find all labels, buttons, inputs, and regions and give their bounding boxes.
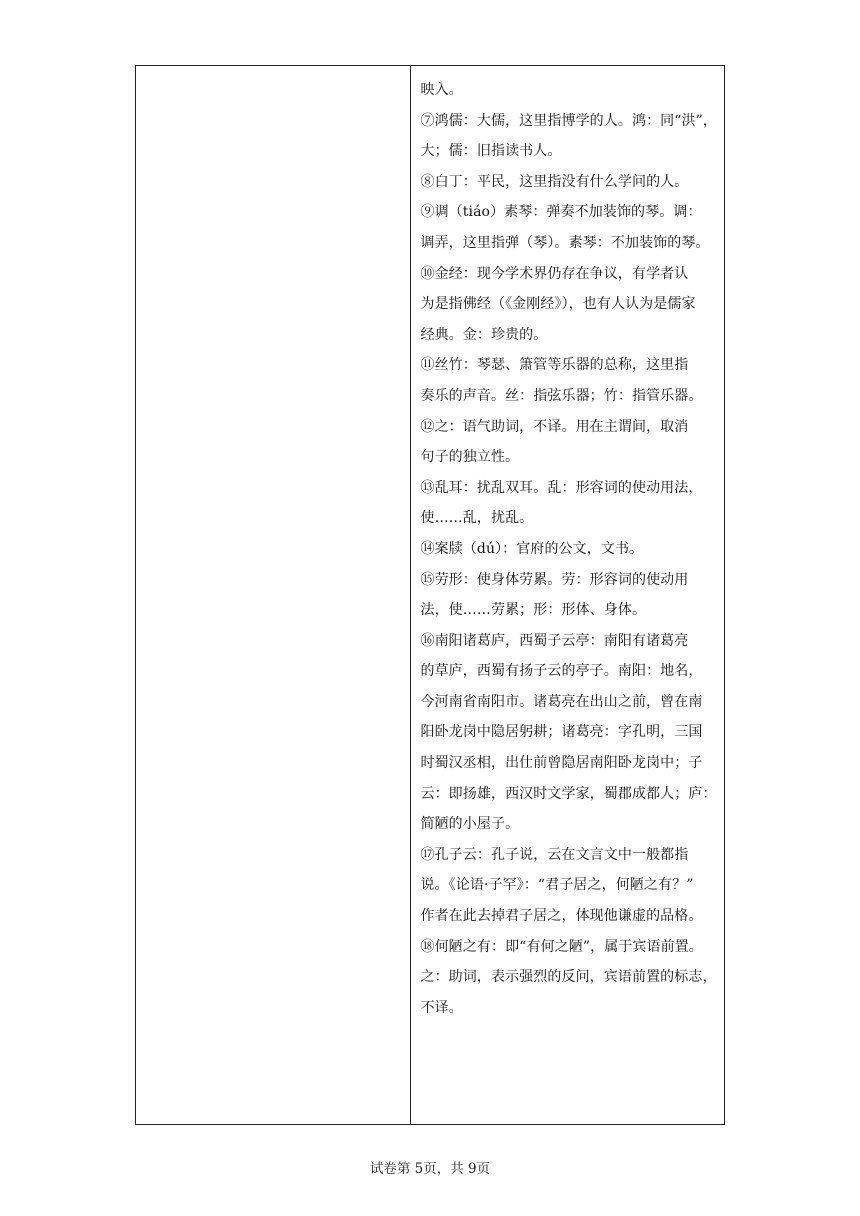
- note-line: ⑫之：语气助词，不译。用在主谓间，取消: [420, 418, 689, 435]
- page-number-footer: 试卷第 5页，共 9页: [369, 1161, 491, 1177]
- annotation-table: [135, 65, 725, 1125]
- note-line: 之：助词，表示强烈的反问，宾语前置的标志，: [420, 969, 717, 986]
- note-line: 阳卧龙岗中隐居躬耕；诸葛亮：字孔明，三国: [420, 724, 703, 741]
- note-line: ⑭案牍（dú）：官府的公文，文书。: [420, 540, 644, 557]
- note-line: 映入。: [420, 82, 463, 98]
- note-line: 大；儒：旧指读书人。: [420, 143, 562, 160]
- note-line: ⑬乱耳：扰乱双耳。乱：形容词的使动用法，: [420, 479, 703, 496]
- note-line: 法，使……劳累；形：形体、身体。: [420, 602, 647, 619]
- note-line: 作者在此去掉君子居之，体现他谦虚的品格。: [420, 908, 703, 925]
- note-line: ⑰孔子云：孔子说，云在文言文中一般都指: [420, 846, 689, 863]
- original-text-cell: [136, 66, 411, 1124]
- notes-cell: [411, 66, 724, 1124]
- note-line: ⑩金经：现今学术界仍存在争议，有学者认: [420, 265, 689, 282]
- note-line: 调弄，这里指弹（琴）。素琴：不加装饰的琴。: [420, 234, 710, 251]
- note-line: 云：即扬雄，西汉时文学家，蜀郡成都人；庐：: [420, 785, 717, 802]
- note-line: 奏乐的声音。丝：指弦乐器；竹：指管乐器。: [420, 387, 703, 404]
- note-line: ⑧白丁：平民，这里指没有什么学问的人。: [420, 173, 689, 190]
- note-line: ⑱何陋之有：即“有何之陋”，属于宾语前置。: [420, 938, 703, 955]
- note-line: 使……乱，扰乱。: [420, 510, 534, 527]
- note-line: ⑪丝竹：琴瑟、箫管等乐器的总称，这里指: [420, 357, 689, 374]
- note-line: 今河南省南阳市。诸葛亮在出山之前，曾在南: [420, 693, 703, 710]
- note-line: 说。《论语·子罕》：“君子居之，何陋之有？”: [420, 877, 694, 894]
- note-line: 时蜀汉丞相，出仕前曾隐居南阳卧龙岗中；子: [420, 755, 703, 772]
- note-line: ⑦鸿儒：大儒，这里指博学的人。鸿：同“洪”，: [420, 112, 717, 129]
- note-line: 经典。金：珍贵的。: [420, 326, 548, 343]
- note-line: 的草庐，西蜀有扬子云的亭子。南阳：地名，: [420, 663, 703, 680]
- note-line: ⑮劳形：使身体劳累。劳：形容词的使动用: [420, 571, 689, 588]
- note-line: 句子的独立性。: [420, 449, 520, 466]
- note-line: ⑯南阳诸葛庐，西蜀子云亭：南阳有诸葛亮: [420, 632, 689, 649]
- note-line: 不译。: [420, 999, 463, 1016]
- note-line: 为是指佛经（《金刚经》），也有人认为是儒家: [420, 296, 696, 313]
- note-line: ⑨调（tiáo）素琴：弹奏不加装饰的琴。调：: [420, 204, 702, 221]
- note-line: 简陋的小屋子。: [420, 816, 520, 833]
